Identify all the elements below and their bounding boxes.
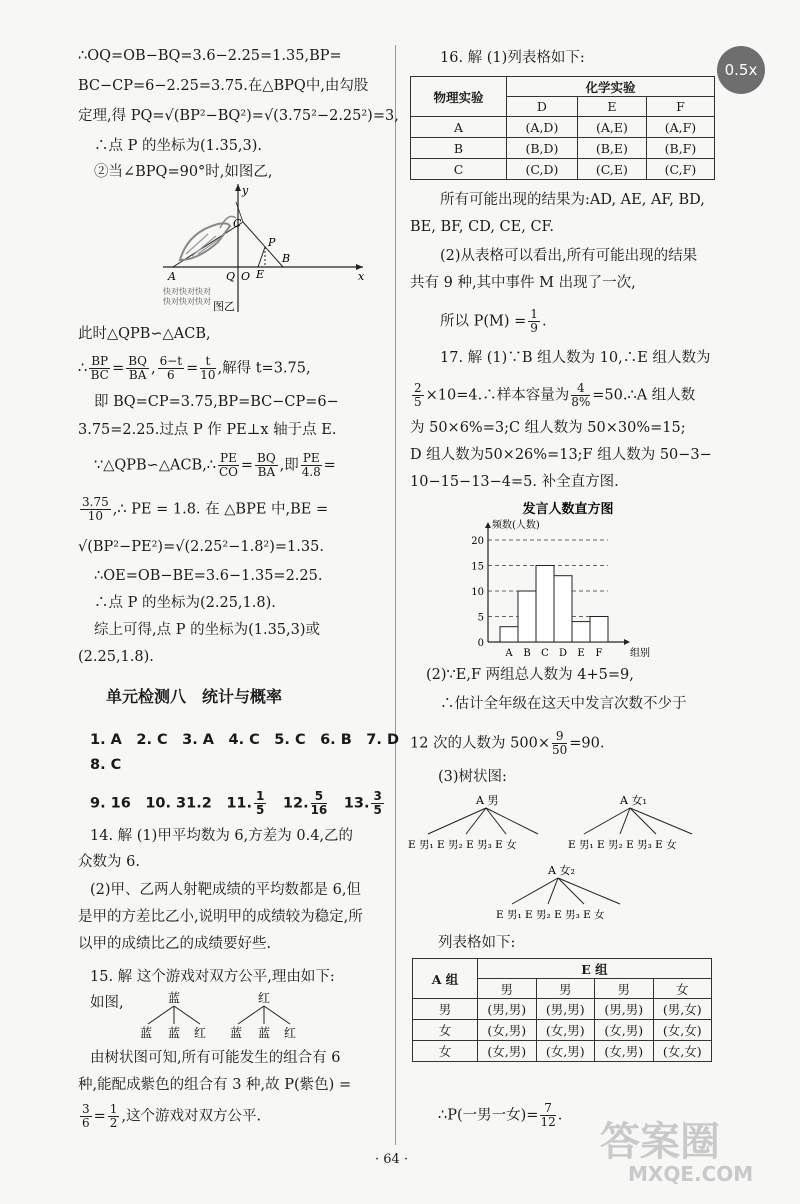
text-line: (3)树状图: — [438, 769, 507, 785]
text-line: 是甲的方差比乙小,说明甲的成绩较为稳定,所 — [78, 909, 363, 925]
histogram-chart — [458, 500, 678, 660]
table-cell: (男,男) — [536, 999, 595, 1020]
table-col-header: F — [646, 97, 714, 117]
histogram-bar — [590, 617, 608, 643]
table-cell: (B,F) — [646, 138, 714, 159]
answer-line: 9. 16 10. 31.2 11. $\frac{1}{5}$ 12. $\frac{5}{16}$ 13. $\frac{3}{5}$ — [90, 789, 382, 817]
x-tick-label: F — [595, 648, 603, 659]
svg-text:O: O — [241, 270, 251, 283]
text-line: 众数为 6. — [78, 854, 140, 870]
section-title: 单元检测八 统计与概率 — [106, 687, 283, 706]
text-line: √(BP²−PE²)=√(2.25²−1.8²)=1.35. — [78, 539, 324, 555]
table-row-header: 女 — [413, 1041, 478, 1062]
svg-text:C: C — [233, 217, 242, 230]
table-row-header: A — [411, 117, 507, 138]
table-row — [411, 159, 715, 180]
y-tick-label: 5 — [477, 612, 484, 624]
text-line: ∴ $\frac{BP}{BC}$ = $\frac{BQ}{BA}$ , $\frac{6-t}{6}$ = $\frac{t}{10}$ ,解得 t=3.75, — [78, 354, 311, 382]
table-cell: (B,D) — [507, 138, 578, 159]
table-cell: (女,女) — [653, 1020, 712, 1041]
histogram-bar — [554, 576, 572, 642]
answer-line: 1. A 2. C 3. A 4. C 5. C 6. B 7. D — [90, 732, 399, 748]
tree-diagram-groups — [408, 790, 720, 930]
text-line: $\frac{2}{5}$ ×10=4.∴样本容量为 $\frac{4}{8\%}$ =50.∴A 组人数 — [414, 381, 696, 409]
svg-text:红: 红 — [258, 991, 271, 1005]
svg-text:A: A — [168, 270, 176, 283]
table-row — [413, 1041, 712, 1062]
table-cell: (C,D) — [507, 159, 578, 180]
table-col-header: E — [577, 97, 646, 117]
text-line: (2)∵E,F 两组总人数为 4+5=9, — [426, 667, 634, 683]
text-line: 3.75=2.25.过点 P 作 PE⊥x 轴于点 E. — [78, 422, 337, 438]
x-tick-label: B — [523, 648, 531, 659]
x-tick-label: A — [505, 648, 513, 659]
histogram-bar — [500, 627, 518, 642]
text-line: 即 BQ=CP=3.75,BP=BC−CP=6− — [94, 394, 339, 410]
svg-text:E: E — [256, 268, 265, 281]
y-tick-label: 20 — [471, 536, 484, 547]
text-line: ∴估计全年级在这天中发言次数不少于 — [440, 696, 687, 712]
text-line: ∴点 P 的坐标为(1.35,3). — [94, 138, 263, 154]
svg-text:快对快对快对: 快对快对快对 — [163, 297, 211, 306]
text-line: ②当∠BPQ=90°时,如图乙, — [94, 164, 273, 180]
text-line: 14. 解 (1)甲平均数为 6,方差为 0.4,乙的 — [90, 828, 354, 844]
table-col-header: 男 — [536, 979, 595, 999]
text-line: (2.25,1.8). — [78, 649, 154, 665]
table-col-header: 男 — [595, 979, 654, 999]
text-line: 17. 解 (1)∵B 组人数为 10,∴E 组人数为 — [440, 350, 711, 366]
text-line: BC−CP=6−2.25=3.75.在△BPQ中,由勾股 — [78, 78, 369, 94]
watermark-url: MXQE.COM — [628, 1162, 754, 1186]
svg-text:A 女₂: A 女₂ — [548, 864, 575, 877]
table-cell: (C,F) — [646, 159, 714, 180]
y-tick-label: 0 — [477, 638, 484, 649]
y-axis-label: 频数(人数) — [492, 520, 540, 531]
y-tick-label: 10 — [471, 587, 484, 598]
figure-yi — [158, 182, 368, 317]
text-line: 定理,得 PQ=√(BP²−BQ²)=√(3.75²−2.25²)=3, — [78, 108, 399, 124]
table-row-header: 男 — [413, 999, 478, 1020]
svg-text:E 男₁ E 男₂ E 男₃ E 女: E 男₁ E 男₂ E 男₃ E 女 — [496, 909, 605, 921]
text-line: 以甲的成绩比乙的成绩要好些. — [78, 936, 272, 952]
svg-text:红: 红 — [194, 1026, 207, 1040]
text-line: 列表格如下: — [438, 935, 516, 951]
watermark-logo: 答案圈 — [600, 1119, 720, 1165]
table-cell: (女,男) — [478, 1020, 537, 1041]
text-line: 种,能配成紫色的组合有 3 种,故 P(紫色) = — [78, 1077, 352, 1093]
table-header: 化学实验 — [507, 77, 715, 97]
text-line: (2)甲、乙两人射靶成绩的平均数都是 6,但 — [90, 882, 361, 898]
text-line: ∵△QPB∽△ACB,∴ $\frac{PE}{CO}$ = $\frac{BQ}{BA}$ ,即 $\frac{PE}{4.8}$ = — [94, 451, 336, 479]
table-row — [413, 1020, 712, 1041]
svg-text:B: B — [282, 252, 291, 265]
text-line: ∴OE=OB−BE=3.6−1.35=2.25. — [94, 568, 323, 584]
svg-text:蓝: 蓝 — [258, 1026, 271, 1040]
table-cell: (A,D) — [507, 117, 578, 138]
svg-text:蓝: 蓝 — [230, 1026, 243, 1040]
table-row — [411, 138, 715, 159]
x-tick-label: E — [577, 648, 585, 659]
table-cell: (女,男) — [536, 1041, 595, 1062]
table-cell: (B,E) — [577, 138, 646, 159]
text-line: $\frac{3.75}{10}$ ,∴ PE = 1.8. 在 △BPE 中,BE = — [82, 495, 329, 523]
table-group-a-e — [412, 958, 712, 1062]
svg-text:红: 红 — [284, 1026, 297, 1040]
text-line: 如图, — [90, 995, 124, 1011]
answer-line: 8. C — [90, 757, 122, 773]
svg-text:A 男: A 男 — [476, 794, 499, 807]
table-physics-chemistry — [410, 76, 715, 180]
x-axis-arrow — [624, 639, 630, 645]
text-line: 共有 9 种,其中事件 M 出现了一次, — [410, 275, 636, 291]
page-number: · 64 · — [375, 1152, 409, 1167]
tree-diagram-colors — [118, 990, 308, 1042]
text-line: BE, BF, CD, CE, CF. — [410, 219, 554, 235]
text-line: D 组人数为50×26%=13;F 组人数为 50−3− — [410, 447, 712, 463]
table-cell: (女,男) — [478, 1041, 537, 1062]
table-cell: (女,男) — [536, 1020, 595, 1041]
table-cell: (A,E) — [577, 117, 646, 138]
svg-text:图乙: 图乙 — [213, 300, 235, 313]
table-row-header: B — [411, 138, 507, 159]
x-tick-label: D — [558, 648, 568, 659]
text-line: 所有可能出现的结果为:AD, AE, AF, BD, — [440, 192, 705, 208]
text-line: 16. 解 (1)列表格如下: — [440, 50, 585, 66]
table-cell: (A,F) — [646, 117, 714, 138]
svg-text:蓝: 蓝 — [140, 1026, 153, 1040]
svg-text:E 男₁ E 男₂ E 男₃ E 女: E 男₁ E 男₂ E 男₃ E 女 — [568, 839, 677, 851]
table-cell: (男,男) — [595, 999, 654, 1020]
text-line: 所以 P(M) = $\frac{1}{9}$ . — [440, 307, 547, 335]
chart-title: 发言人数直方图 — [522, 502, 614, 517]
svg-text:蓝: 蓝 — [168, 1026, 181, 1040]
text-line: 由树状图可知,所有可能发生的组合有 6 — [90, 1050, 341, 1066]
table-row-header: 女 — [413, 1020, 478, 1041]
table-cell: (女,女) — [653, 1041, 712, 1062]
table-cell: (女,男) — [595, 1041, 654, 1062]
table-col-header: 女 — [653, 979, 712, 999]
text-line: 15. 解 这个游戏对双方公平,理由如下: — [90, 969, 335, 985]
table-col-header: D — [507, 97, 578, 117]
table-header: E 组 — [478, 959, 712, 979]
text-line: 综上可得,点 P 的坐标为(1.35,3)或 — [94, 622, 321, 638]
playback-speed-badge[interactable]: 0.5x — [717, 46, 765, 94]
text-line: $\frac{3}{6}$ = $\frac{1}{2}$ ,这个游戏对双方公平. — [82, 1102, 262, 1130]
table-row — [411, 117, 715, 138]
svg-text:蓝: 蓝 — [168, 991, 181, 1005]
text-line: ∴点 P 的坐标为(2.25,1.8). — [94, 595, 276, 611]
table-cell: (男,女) — [653, 999, 712, 1020]
text-line: ∴OQ=OB−BQ=3.6−2.25=1.35,BP= — [78, 48, 342, 64]
table-cell: (女,男) — [595, 1020, 654, 1041]
table-cell: (男,男) — [478, 999, 537, 1020]
svg-text:y: y — [242, 184, 249, 197]
table-corner: 物理实验 — [411, 77, 507, 117]
y-tick-label: 15 — [471, 561, 484, 573]
svg-text:P: P — [268, 236, 276, 249]
column-divider — [395, 45, 396, 1145]
table-row-header: C — [411, 159, 507, 180]
text-line: (2)从表格可以看出,所有可能出现的结果 — [440, 248, 698, 264]
text-line: 此时△QPB∽△ACB, — [78, 326, 211, 342]
svg-text:Q: Q — [226, 270, 236, 283]
histogram-bar — [536, 566, 554, 643]
table-cell: (C,E) — [577, 159, 646, 180]
x-tick-label: C — [541, 648, 549, 659]
histogram-bar — [572, 622, 590, 642]
table-corner: A 组 — [413, 959, 478, 999]
y-axis-arrow — [485, 522, 491, 528]
svg-text:x: x — [358, 270, 365, 283]
svg-text:快对快对快对: 快对快对快对 — [163, 287, 211, 296]
table-row — [413, 999, 712, 1020]
table-col-header: 男 — [478, 979, 537, 999]
histogram-bar — [518, 591, 536, 642]
text-line: ∴P(一男一女)= $\frac{7}{12}$ . — [438, 1101, 563, 1129]
x-axis-label: 组别 — [630, 648, 650, 659]
text-line: 为 50×6%=3;C 组人数为 50×30%=15; — [410, 420, 686, 436]
svg-text:A 女₁: A 女₁ — [620, 794, 647, 807]
text-line: 12 次的人数为 500× $\frac{9}{50}$ =90. — [410, 729, 605, 757]
text-line: 10−15−13−4=5. 补全直方图. — [410, 474, 619, 490]
svg-text:E 男₁ E 男₂ E 男₃ E 女: E 男₁ E 男₂ E 男₃ E 女 — [408, 839, 517, 851]
